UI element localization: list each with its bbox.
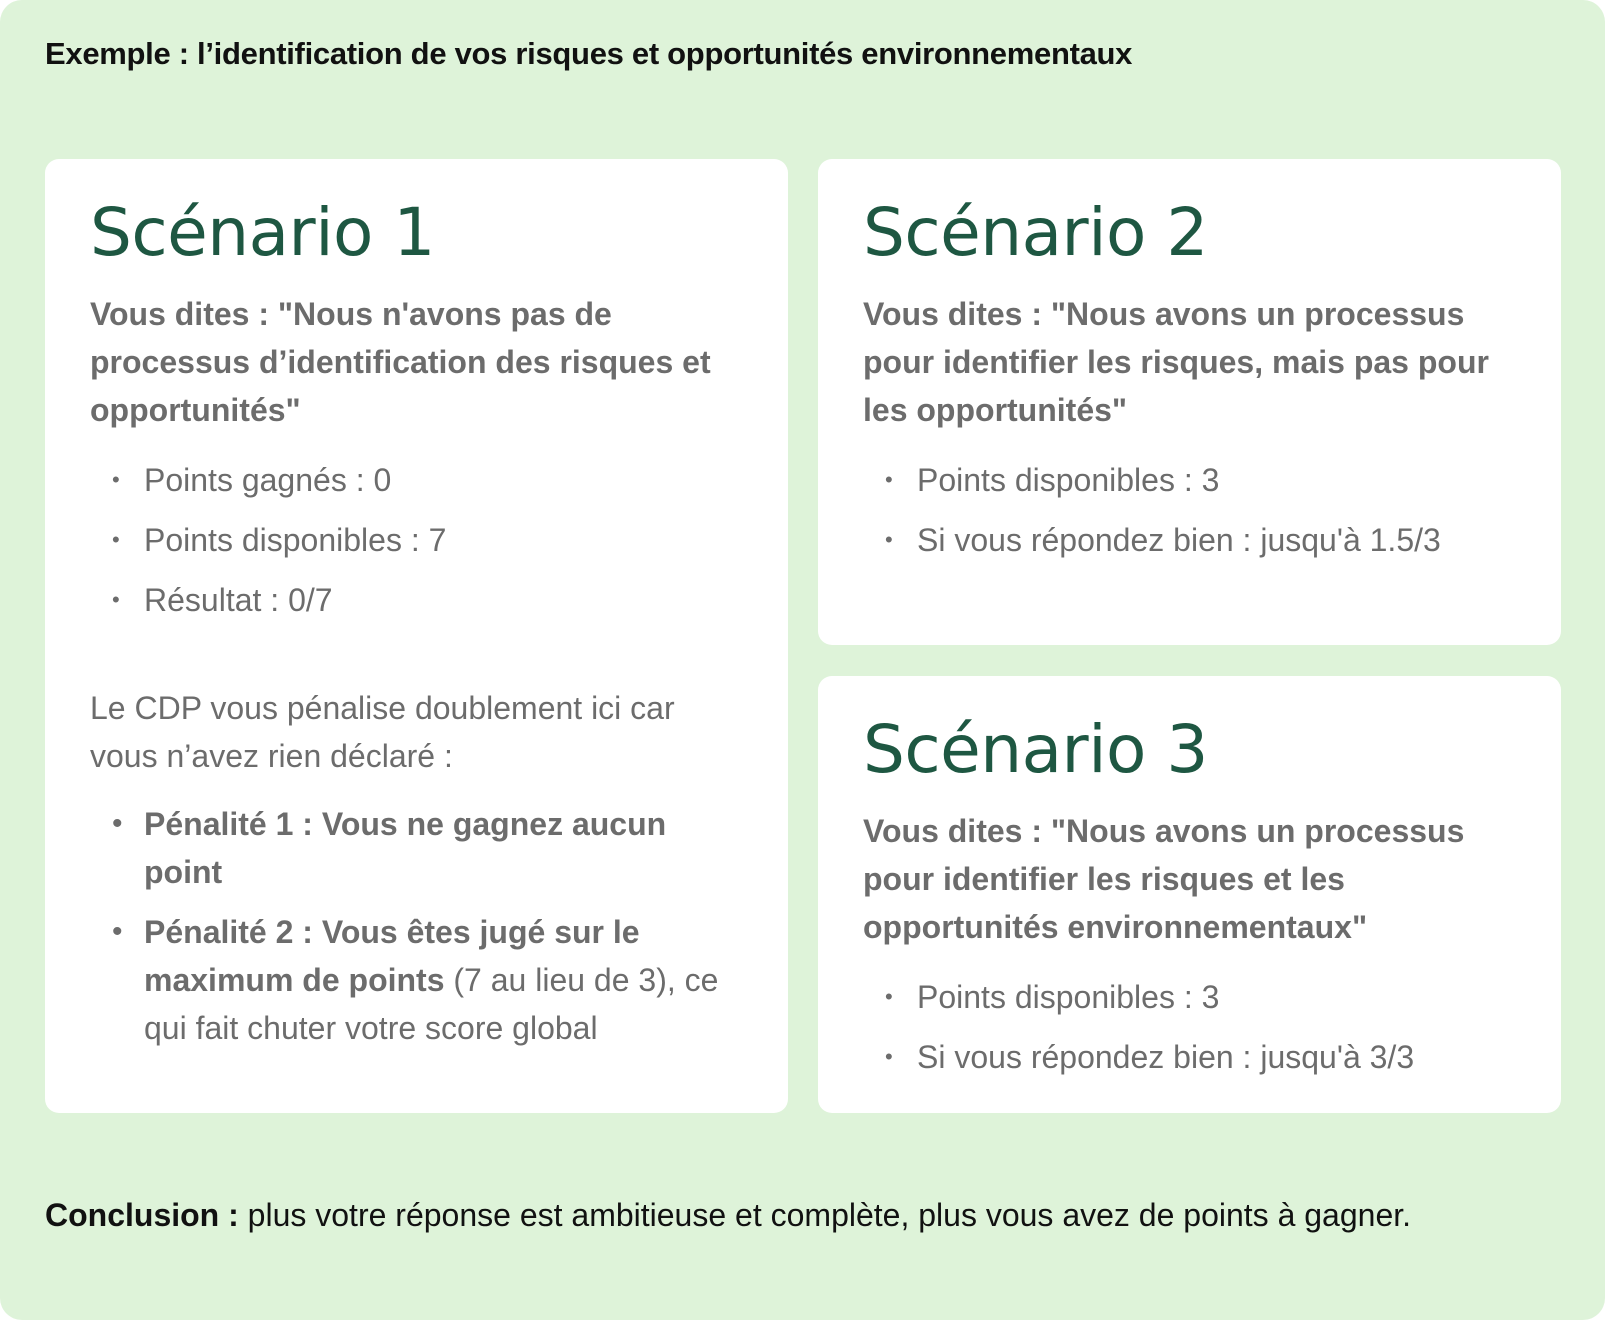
scenario-quote: Vous dites : "Nous avons un processus pour identifier les risques et les opportunités environnementaux" [863,813,1465,945]
bullet-icon: • [112,807,123,840]
list-item-text: Si vous répondez bien : jusqu'à 1.5/3 [917,522,1441,558]
bullet-icon: • [112,527,120,552]
penalty-intro: Le CDP vous pénalise doublement ici car vous n’avez rien déclaré : [90,690,675,774]
list-item-text: Points gagnés : 0 [144,462,392,498]
conclusion-label: Conclusion : [45,1197,239,1233]
list-item-text: Points disponibles : 7 [144,522,447,558]
list-item [885,516,1477,564]
bullet-icon: • [885,527,893,552]
scenario-card-3 [818,676,1561,1113]
list-item [112,456,748,504]
bullet-icon: • [885,1044,893,1069]
list-item [112,576,748,624]
scenario-card-2 [818,159,1561,645]
list-item-text: Points disponibles : 3 [917,979,1220,1015]
penalty-label: Pénalité 1 : Vous ne gagnez aucun point [144,806,667,890]
scenario-title: Scénario 3 [863,711,1208,788]
penalty-item [112,908,744,1052]
bullet-icon: • [885,984,893,1009]
points-list [863,456,1521,564]
scenario-quote: Vous dites : "Nous n'avons pas de processus d’identification des risques et opportunités" [90,296,711,428]
penalty-label: Pénalité 2 : Vous êtes jugé sur le maximum de points [144,914,640,998]
list-item [885,456,1521,504]
bullet-icon: • [112,587,120,612]
penalty-item [112,800,744,896]
bullet-icon: • [885,467,893,492]
points-list [90,456,748,624]
bullet-icon: • [112,915,123,948]
scenario-title: Scénario 2 [863,194,1208,271]
conclusion-text: plus votre réponse est ambitieuse et complète, plus vous avez de points à gagner. [238,1197,1412,1233]
scenario-card-1 [45,159,788,1113]
conclusion [45,1191,1445,1239]
page-title: Exemple : l’identification de vos risques et opportunités environnementaux [45,36,1133,71]
list-item [885,973,1521,1021]
list-item [885,1033,1521,1081]
list-item [112,516,748,564]
scenario-title: Scénario 1 [90,194,435,271]
list-item-text: Points disponibles : 3 [917,462,1220,498]
bullet-icon: • [112,467,120,492]
list-item-text: Si vous répondez bien : jusqu'à 3/3 [917,1039,1415,1075]
scenario-quote: Vous dites : "Nous avons un processus pour identifier les risques, mais pas pour les opportunités" [863,296,1489,428]
points-list [863,973,1521,1081]
penalties-list [90,800,748,1052]
penalty-detail: (7 au lieu de 3), ce qui fait chuter votre score global [144,962,719,1046]
list-item-text: Résultat : 0/7 [144,582,333,618]
